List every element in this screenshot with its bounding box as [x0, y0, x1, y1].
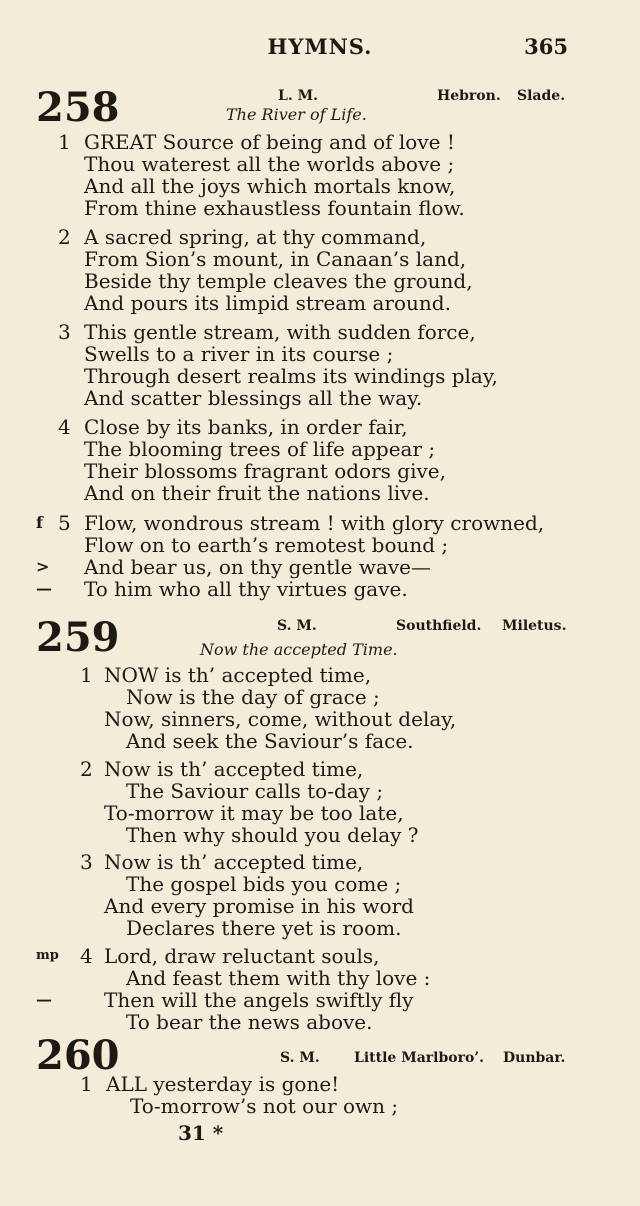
running-title: HYMNS.: [267, 34, 373, 59]
stanza-number: 2: [58, 225, 71, 249]
hymn-line: This gentle stream, with sudden force,: [84, 320, 476, 344]
hymn-line: Now, sinners, come, without delay,: [104, 707, 457, 731]
tune-name: Southfield.: [396, 618, 482, 634]
meter: S. M.: [277, 618, 317, 634]
hymn-line: The gospel bids you come ;: [126, 872, 402, 896]
hymn-line: NOW is th’ accepted time,: [104, 663, 372, 687]
signature-mark: 31 *: [178, 1121, 224, 1145]
hymn-line: From Sion’s mount, in Canaan’s land,: [84, 247, 467, 271]
hymn-line: And every promise in his word: [104, 894, 414, 918]
expression-mark: >: [36, 557, 50, 576]
tune-name: Slade.: [517, 88, 566, 104]
meter: S. M.: [280, 1050, 320, 1066]
hymn-number: 259: [36, 614, 120, 661]
dynamic-mark: f: [36, 513, 43, 532]
hymn-line: Close by its banks, in order fair,: [84, 415, 408, 439]
hymn-line: Now is the day of grace ;: [126, 685, 380, 709]
stanza-number: 1: [58, 130, 71, 154]
hymn-line: To-morrow’s not our own ;: [130, 1094, 399, 1118]
expression-mark: —: [36, 579, 52, 598]
hymn-line: A sacred spring, at thy command,: [84, 225, 427, 249]
stanza-number: 2: [80, 757, 93, 781]
hymn-line: Beside thy temple cleaves the ground,: [84, 269, 473, 293]
hymn-line: To bear the news above.: [126, 1010, 373, 1034]
hymn-line: Lord, draw reluctant souls,: [104, 944, 380, 968]
tune-name: Little Marlboro’.: [354, 1050, 485, 1066]
hymn-line: And pours its limpid stream around.: [84, 291, 451, 315]
page-number: 365: [524, 34, 568, 59]
meter: L. M.: [278, 88, 318, 104]
stanza-number: 1: [80, 663, 93, 687]
hymn-line: And on their fruit the nations live.: [84, 481, 430, 505]
expression-mark: —: [36, 990, 52, 1009]
tune-name: Dunbar.: [503, 1050, 566, 1066]
hymn-title: The River of Life.: [226, 105, 367, 124]
hymn-line: Then will the angels swiftly fly: [104, 988, 414, 1012]
hymn-line: And all the joys which mortals know,: [84, 174, 456, 198]
stanza-number: 3: [58, 320, 71, 344]
hymn-line: Declares there yet is room.: [126, 916, 402, 940]
hymn-line: Then why should you delay ?: [126, 823, 419, 847]
hymn-number: 258: [36, 84, 120, 131]
hymn-title: Now the accepted Time.: [200, 640, 398, 659]
hymn-line: Flow on to earth’s remotest bound ;: [84, 533, 449, 557]
stanza-number: 5: [58, 511, 71, 535]
hymn-line: ALL yesterday is gone!: [106, 1072, 340, 1096]
hymn-line: Swells to a river in its course ;: [84, 342, 394, 366]
hymn-line: Thou waterest all the worlds above ;: [84, 152, 455, 176]
hymn-line: And feast them with thy love :: [126, 966, 431, 990]
hymn-line: GREAT Source of being and of love !: [84, 130, 455, 154]
stanza-number: 1: [80, 1072, 93, 1096]
hymn-line: To him who all thy virtues gave.: [84, 577, 408, 601]
stanza-number: 4: [80, 944, 93, 968]
hymn-line: Their blossoms fragrant odors give,: [84, 459, 446, 483]
hymn-line: And seek the Saviour’s face.: [126, 729, 414, 753]
page-header: [0, 34, 640, 64]
hymn-line: From thine exhaustless fountain flow.: [84, 196, 465, 220]
hymn-line: The Saviour calls to-day ;: [126, 779, 384, 803]
tune-name: Miletus.: [502, 618, 567, 634]
hymn-line: To-morrow it may be too late,: [104, 801, 404, 825]
tune-name: Hebron.: [437, 88, 501, 104]
hymn-line: Through desert realms its windings play,: [84, 364, 498, 388]
hymn-line: The blooming trees of life appear ;: [84, 437, 436, 461]
hymn-line: And bear us, on thy gentle wave—: [84, 555, 432, 579]
hymn-line: Now is th’ accepted time,: [104, 757, 364, 781]
dynamic-mark: mp: [36, 948, 59, 963]
hymn-line: And scatter blessings all the way.: [84, 386, 423, 410]
stanza-number: 4: [58, 415, 71, 439]
hymn-line: Now is th’ accepted time,: [104, 850, 364, 874]
hymn-line: Flow, wondrous stream ! with glory crowned,: [84, 511, 545, 535]
stanza-number: 3: [80, 850, 93, 874]
hymn-number: 260: [36, 1032, 120, 1079]
